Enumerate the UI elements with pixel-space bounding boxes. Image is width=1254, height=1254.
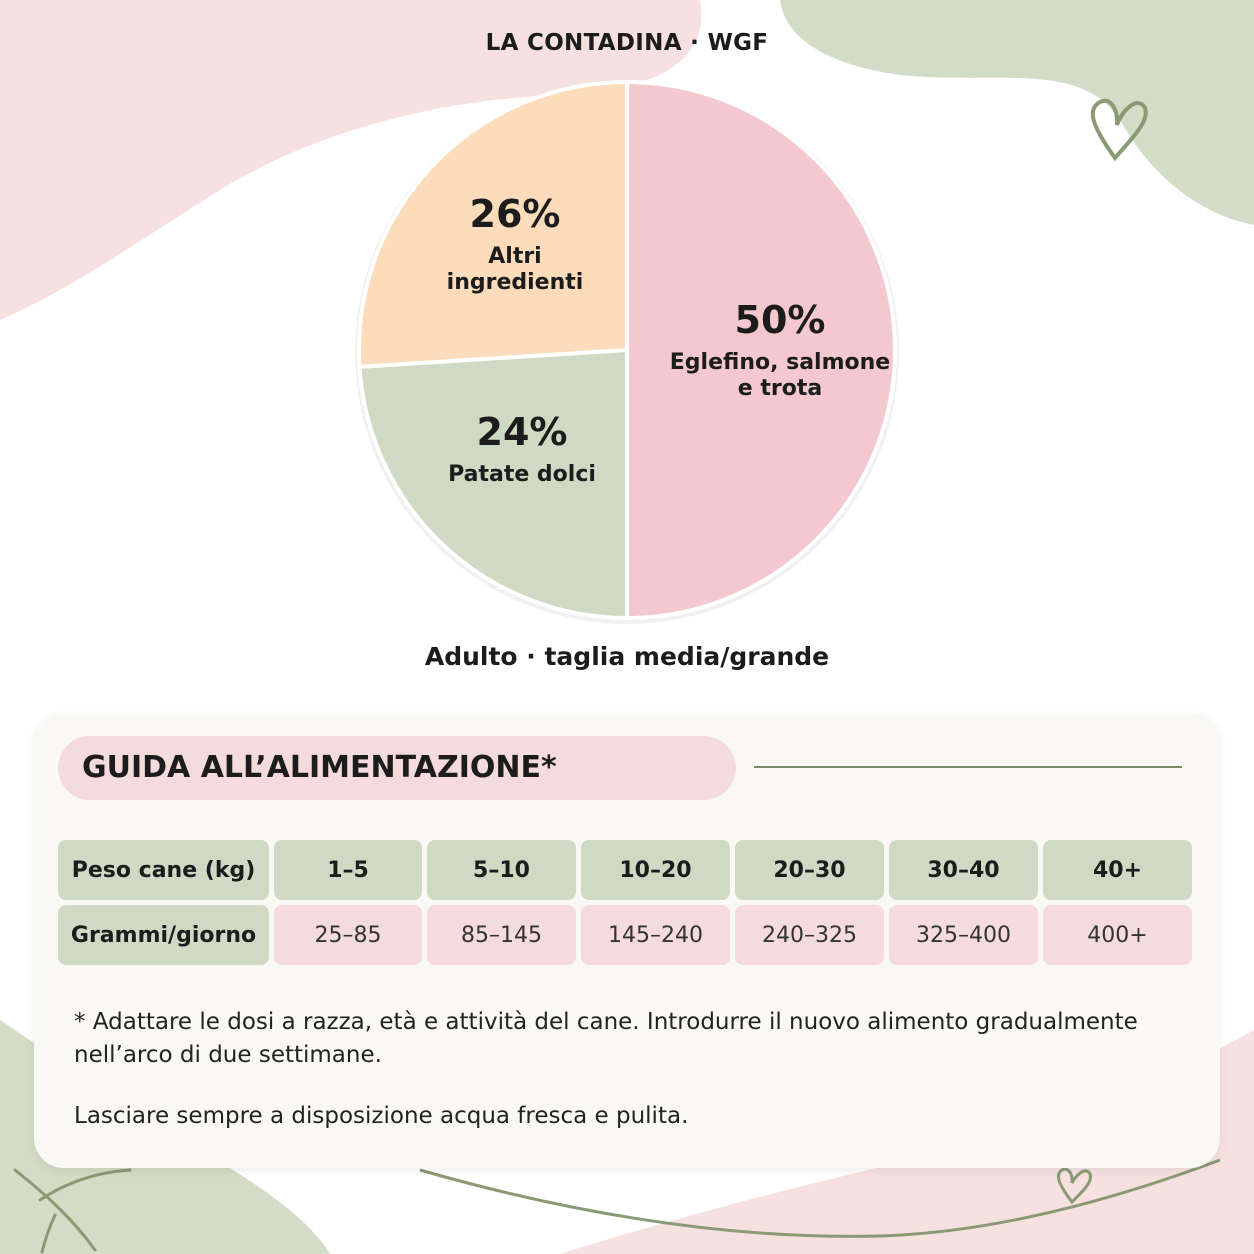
weight-cell: 10–20 <box>581 840 730 900</box>
weight-cell: 40+ <box>1043 840 1192 900</box>
title-divider <box>754 766 1182 768</box>
feeding-note: * Adattare le dosi a razza, età e attività del cane. Introdurre il nuovo alimento gradualmente nell’arco di due settimane. <box>74 1009 1138 1068</box>
slice-name-other-line1: Altri <box>488 243 542 269</box>
slice-pct-fish: 50% <box>734 298 826 342</box>
slice-label-other <box>447 192 584 296</box>
grams-cell: 240–325 <box>735 905 884 965</box>
slice-pct-sweet-potato: 24% <box>476 410 568 454</box>
grams-cell: 400+ <box>1043 905 1192 965</box>
slice-label-sweet-potato <box>448 410 596 488</box>
feeding-guide-card <box>34 714 1220 1168</box>
slice-label-fish <box>670 298 890 402</box>
feeding-table <box>58 840 1192 965</box>
water-note: Lasciare sempre a disposizione acqua fresca e pulita. <box>74 1103 689 1129</box>
grams-cell: 85–145 <box>427 905 576 965</box>
slice-name-fish-line1: Eglefino, salmone <box>669 349 891 375</box>
slice-pct-other: 26% <box>469 192 561 236</box>
feeding-guide-title: GUIDA ALL’ALIMENTAZIONE* <box>58 736 736 800</box>
weight-cell: 5–10 <box>427 840 576 900</box>
weight-cell: 20–30 <box>735 840 884 900</box>
brand-title: LA CONTADINA · WGF <box>485 30 769 56</box>
weight-cell: 30–40 <box>889 840 1038 900</box>
slice-name-other-line2: ingredienti <box>446 269 584 295</box>
slice-name-sweet-potato: Patate dolci <box>448 461 596 487</box>
product-subtitle: Adulto · taglia media/grande <box>424 642 830 671</box>
grams-cell: 325–400 <box>889 905 1038 965</box>
row-header-weight: Peso cane (kg) <box>58 840 269 900</box>
row-header-grams: Grammi/giorno <box>58 905 269 965</box>
grams-cell: 145–240 <box>581 905 730 965</box>
slice-name-fish-line2: e trota <box>737 375 823 401</box>
grams-cell: 25–85 <box>274 905 422 965</box>
weight-cell: 1–5 <box>274 840 422 900</box>
